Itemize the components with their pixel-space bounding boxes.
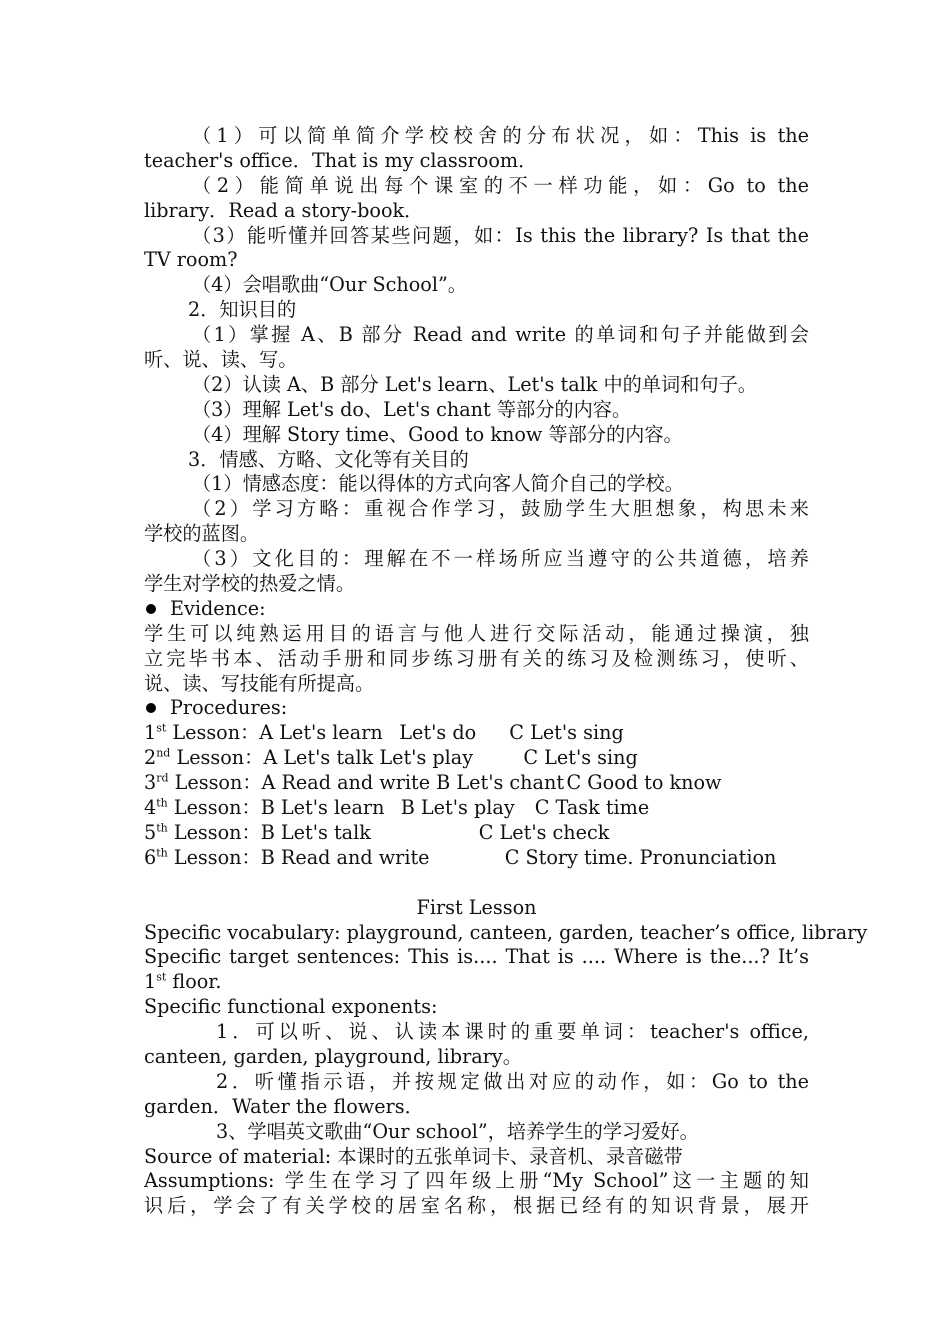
lesson-part-c: C Story time. Pronunciation bbox=[504, 845, 777, 869]
ability-1-line-2: teacher's office．That is my classroom． bbox=[144, 148, 538, 172]
lesson-part-a: A Read and write B Let's chant bbox=[261, 771, 565, 795]
emotion-1-line-1: （1）情感态度：能以得体的方式向客人简介自己的学校。 bbox=[192, 472, 684, 496]
functional-3-line-1: 3、学唱英文歌曲“Our school”，培养学生的学习爱好。 bbox=[216, 1119, 699, 1143]
lesson-label: Lesson： bbox=[167, 845, 261, 869]
source-of-material: Source of material: 本课时的五张单词卡、录音机、录音磁带 bbox=[144, 1144, 683, 1168]
lesson-number: 1 bbox=[144, 721, 157, 745]
evidence-heading-row bbox=[144, 597, 809, 622]
functional-2-line-2: garden．Water the flowers． bbox=[144, 1094, 424, 1118]
functional-exponents: Specific functional exponents: bbox=[144, 995, 438, 1019]
lesson-row-4 bbox=[144, 796, 809, 821]
lesson-part-b: B Let's play bbox=[400, 796, 515, 820]
lesson-row-1 bbox=[144, 721, 809, 746]
bullet-icon bbox=[146, 703, 156, 713]
lesson-row-6 bbox=[144, 846, 809, 871]
lesson-label: Lesson： bbox=[167, 796, 261, 820]
lesson-number: 2 bbox=[144, 746, 157, 770]
lesson-ordinal: nd bbox=[156, 746, 171, 760]
target-sentences-line-2 bbox=[144, 970, 809, 995]
assumptions-line-1: Assumptions: 学生在学习了四年级上册“My School”这一主题的知 bbox=[144, 1169, 809, 1193]
lesson-row-3 bbox=[144, 771, 809, 796]
knowledge-1-line-2: 听、说、读、写。 bbox=[144, 348, 298, 372]
lesson-row-5 bbox=[144, 821, 809, 846]
emotion-heading: 3．情感、方略、文化等有关目的 bbox=[188, 447, 469, 471]
evidence-line-2: 立完毕书本、活动手册和同步练习册有关的练习及检测练习，使听、 bbox=[144, 646, 809, 670]
lesson-part-c: C Good to know bbox=[566, 771, 722, 795]
knowledge-3-line-1: （3）理解 Let's do、Let's chant 等部分的内容。 bbox=[192, 397, 632, 421]
floor-text: floor. bbox=[166, 970, 222, 994]
lesson-label: Lesson： bbox=[168, 771, 262, 795]
lesson-ordinal: rd bbox=[156, 771, 169, 785]
lesson-part-c: C Let's sing bbox=[523, 746, 638, 770]
spacer bbox=[144, 871, 809, 896]
ability-3-line-2: TV room? bbox=[144, 248, 238, 272]
document-body bbox=[144, 124, 868, 1219]
procedures-heading-row bbox=[144, 696, 809, 721]
lesson-ordinal: th bbox=[156, 821, 168, 835]
first-lesson-title: First Lesson bbox=[416, 895, 537, 919]
lesson-part-c: C Let's check bbox=[478, 820, 610, 844]
emotion-2-line-1: （2）学习方略：重视合作学习，鼓励学生大胆想象，构思未来 bbox=[192, 497, 809, 521]
procedures-heading: Procedures: bbox=[170, 696, 288, 720]
ability-4-line-1: （4）会唱歌曲“Our School”。 bbox=[192, 273, 467, 297]
functional-2-line-1: 2．听懂指示语，并按规定做出对应的动作，如：Go to the bbox=[216, 1069, 809, 1093]
knowledge-2-line-1: （2）认读 A、B 部分 Let's learn、Let's talk 中的单词和句子。 bbox=[192, 372, 757, 396]
lesson-part-a: A Let's talk Let's play bbox=[263, 746, 474, 770]
lesson-row-2 bbox=[144, 746, 809, 771]
ability-2-line-1: （2）能简单说出每个课室的不一样功能，如：Go to the bbox=[192, 173, 809, 197]
lesson-number: 5 bbox=[144, 820, 157, 844]
evidence-heading: Evidence: bbox=[170, 596, 266, 620]
lesson-part-a: A Let's learn bbox=[259, 721, 383, 745]
lesson-label: Lesson： bbox=[170, 746, 264, 770]
ability-2-line-2: library．Read a story-book． bbox=[144, 198, 424, 222]
lesson-label: Lesson： bbox=[166, 721, 260, 745]
knowledge-1-line-1: （1）掌握 A、B 部分 Read and write 的单词和句子并能做到会 bbox=[192, 323, 809, 347]
lesson-part-a: B Read and write bbox=[260, 845, 430, 869]
evidence-line-1: 学生可以纯熟运用目的语言与他人进行交际活动，能通过操演，独 bbox=[144, 621, 809, 645]
lesson-part-a: B Let's learn bbox=[260, 796, 385, 820]
knowledge-4-line-1: （4）理解 Story time、Good to know 等部分的内容。 bbox=[192, 422, 683, 446]
functional-1-line-2: canteen, garden, playground, library。 bbox=[144, 1044, 522, 1068]
lesson-label: Lesson： bbox=[167, 820, 261, 844]
floor-number: 1 bbox=[144, 970, 157, 994]
lesson-number: 6 bbox=[144, 845, 157, 869]
specific-vocabulary: Specific vocabulary: playground, canteen, garden, teacher’s office, library bbox=[144, 920, 868, 944]
knowledge-heading: 2．知识目的 bbox=[188, 298, 297, 322]
lesson-ordinal: th bbox=[156, 796, 168, 810]
lesson-number: 3 bbox=[144, 771, 157, 795]
lesson-ordinal: st bbox=[156, 721, 167, 735]
lesson-number: 4 bbox=[144, 796, 157, 820]
lesson-part-c: C Let's sing bbox=[509, 721, 624, 745]
floor-ordinal: st bbox=[156, 970, 167, 984]
ability-1-line-1: （1）可以简单简介学校校舍的分布状况，如：This is the bbox=[192, 124, 809, 147]
lesson-ordinal: th bbox=[156, 846, 168, 860]
lesson-part-a: B Let's talk bbox=[260, 820, 371, 844]
lesson-part-c: C Task time bbox=[534, 796, 650, 820]
functional-1-line-1: 1．可以听、说、认读本课时的重要单词：teacher's office, bbox=[216, 1020, 809, 1044]
ability-3-line-1: （3）能听懂并回答某些问题，如：Is this the library? Is that the bbox=[192, 223, 809, 247]
assumptions-line-2: 识后，学会了有关学校的居室名称，根据已经有的知识背景，展开 bbox=[144, 1194, 809, 1218]
target-sentences-line-1: Specific target sentences: This is.... That is .... Where is the...? It’s bbox=[144, 945, 809, 969]
emotion-3-line-2: 学生对学校的热爱之情。 bbox=[144, 572, 356, 596]
emotion-3-line-1: （3）文化目的：理解在不一样场所应当遵守的公共道德，培养 bbox=[192, 547, 809, 571]
evidence-line-3: 说、读、写技能有所提高。 bbox=[144, 671, 375, 695]
bullet-icon bbox=[146, 604, 156, 614]
emotion-2-line-2: 学校的蓝图。 bbox=[144, 522, 260, 546]
lesson-part-b: Let's do bbox=[399, 721, 477, 745]
